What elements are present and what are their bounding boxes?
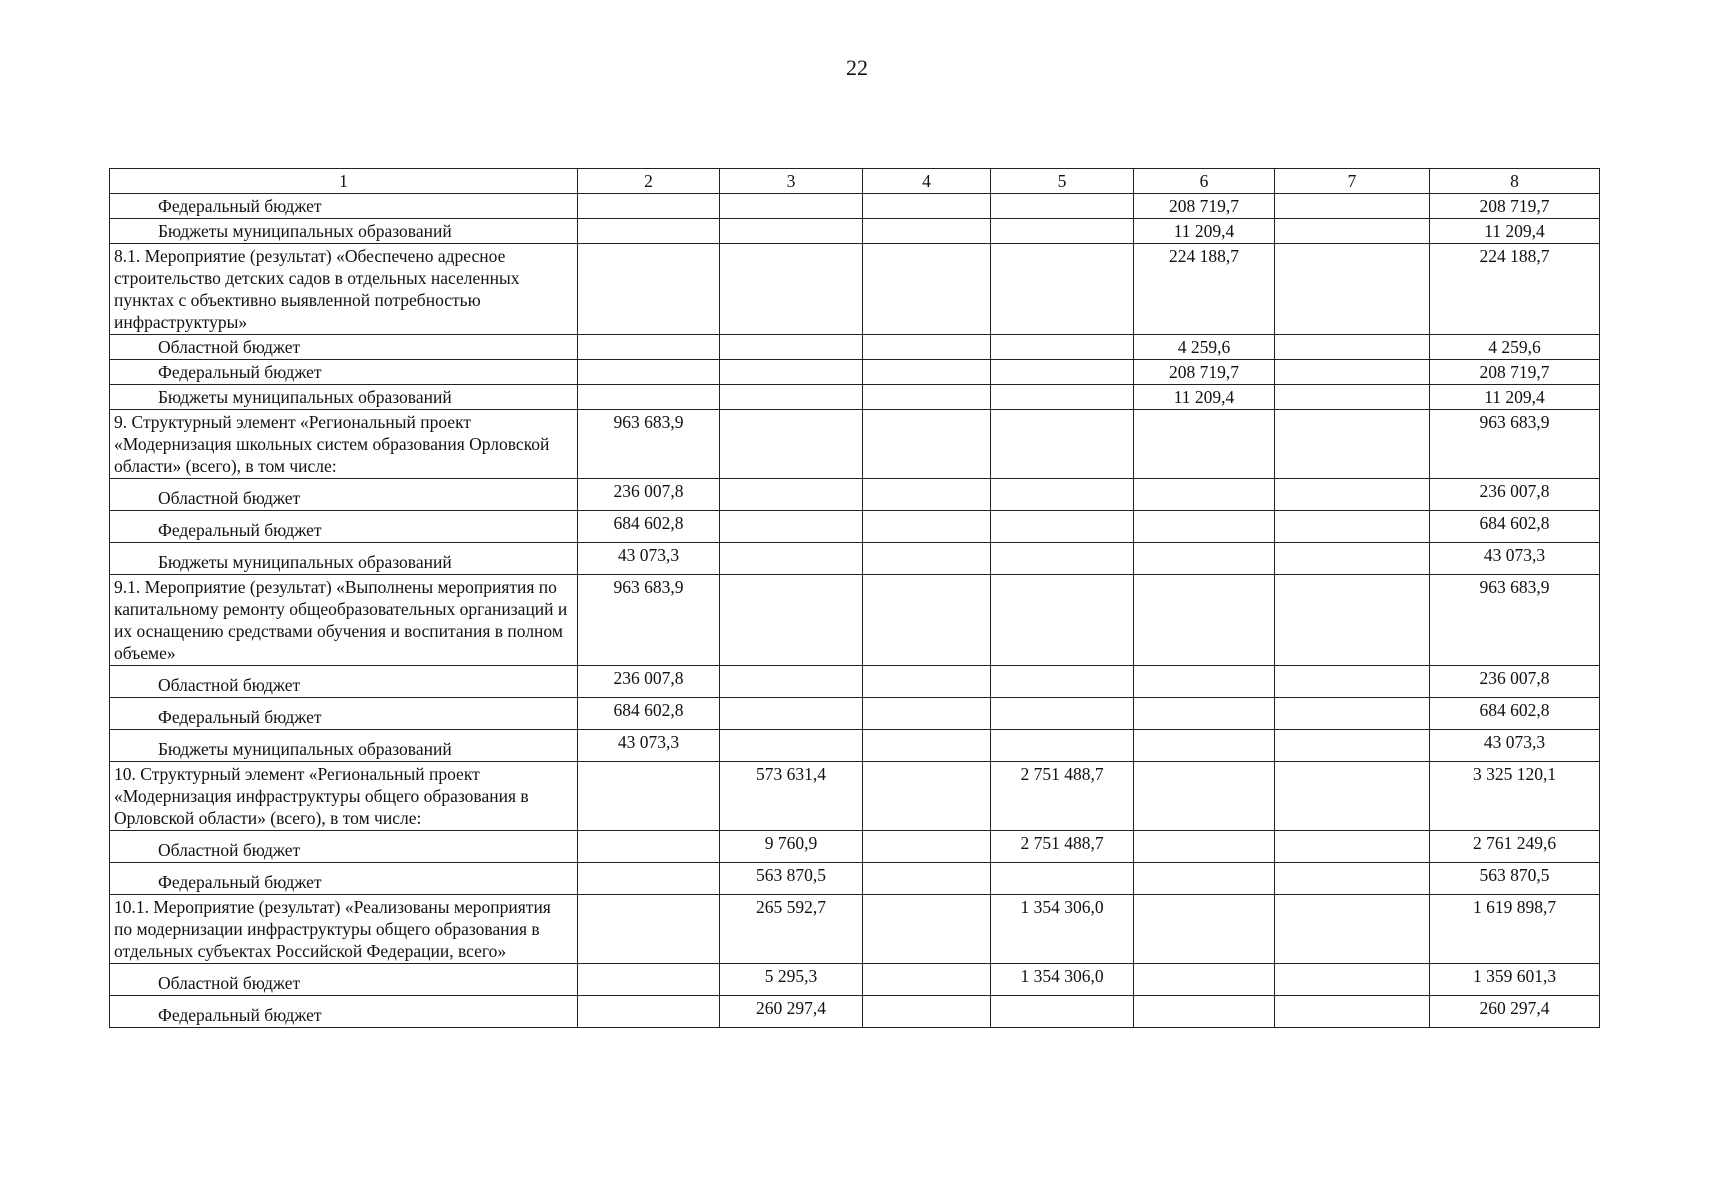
amount-cell-col-7 [1275, 762, 1430, 831]
amount-cell-col-6: 208 719,7 [1134, 360, 1275, 385]
amount-cell-col-2 [578, 964, 720, 996]
amount-cell-col-7 [1275, 730, 1430, 762]
budget-source-label: Областной бюджет [110, 831, 578, 863]
amount-cell-col-4 [863, 360, 991, 385]
amount-cell-col-2 [578, 863, 720, 895]
amount-cell-col-5 [991, 385, 1134, 410]
amount-cell-col-6: 11 209,4 [1134, 219, 1275, 244]
table-row-item [110, 895, 1600, 964]
table-row-budget-source [110, 666, 1600, 698]
budget-source-label: Областной бюджет [110, 335, 578, 360]
amount-cell-col-7 [1275, 335, 1430, 360]
amount-cell-col-5 [991, 511, 1134, 543]
table-row-budget-source [110, 730, 1600, 762]
amount-cell-col-7 [1275, 219, 1430, 244]
amount-cell-col-5 [991, 194, 1134, 219]
amount-cell-col-6: 224 188,7 [1134, 244, 1275, 335]
table-row-budget-source [110, 511, 1600, 543]
amount-cell-col-5: 1 354 306,0 [991, 964, 1134, 996]
amount-cell-col-8: 43 073,3 [1430, 730, 1600, 762]
amount-cell-col-3: 5 295,3 [720, 964, 863, 996]
amount-cell-col-8: 3 325 120,1 [1430, 762, 1600, 831]
amount-cell-col-4 [863, 194, 991, 219]
amount-cell-col-2 [578, 219, 720, 244]
amount-cell-col-2: 236 007,8 [578, 479, 720, 511]
amount-cell-col-5 [991, 730, 1134, 762]
table-row-budget-source [110, 360, 1600, 385]
amount-cell-col-6 [1134, 762, 1275, 831]
column-number-4: 4 [863, 169, 991, 194]
table-row-item [110, 762, 1600, 831]
item-description: 10.1. Мероприятие (результат) «Реализованы мероприятия по модернизации инфраструктуры общего образования в отдельных субъектах Российской Федерации, всего» [110, 895, 578, 964]
amount-cell-col-5 [991, 360, 1134, 385]
column-number-row [110, 169, 1600, 194]
amount-cell-col-3 [720, 698, 863, 730]
budget-source-label: Федеральный бюджет [110, 996, 578, 1028]
amount-cell-col-2: 963 683,9 [578, 575, 720, 666]
amount-cell-col-7 [1275, 543, 1430, 575]
amount-cell-col-6 [1134, 698, 1275, 730]
item-description: 9.1. Мероприятие (результат) «Выполнены мероприятия по капитальному ремонту общеобразовательных организаций и их оснащению средствами обучения и воспитания в полном объеме» [110, 575, 578, 666]
amount-cell-col-4 [863, 762, 991, 831]
amount-cell-col-6: 4 259,6 [1134, 335, 1275, 360]
budget-source-label: Федеральный бюджет [110, 511, 578, 543]
budget-table [109, 168, 1600, 1028]
amount-cell-col-7 [1275, 244, 1430, 335]
amount-cell-col-3 [720, 575, 863, 666]
amount-cell-col-4 [863, 863, 991, 895]
amount-cell-col-7 [1275, 964, 1430, 996]
amount-cell-col-6 [1134, 511, 1275, 543]
amount-cell-col-3 [720, 194, 863, 219]
amount-cell-col-6 [1134, 410, 1275, 479]
amount-cell-col-6 [1134, 863, 1275, 895]
table-row-budget-source [110, 831, 1600, 863]
budget-source-label: Областной бюджет [110, 964, 578, 996]
amount-cell-col-5 [991, 575, 1134, 666]
item-description: 9. Структурный элемент «Региональный проект «Модернизация школьных систем образования Орловской области» (всего), в том числе: [110, 410, 578, 479]
amount-cell-col-4 [863, 244, 991, 335]
amount-cell-col-5 [991, 863, 1134, 895]
amount-cell-col-4 [863, 698, 991, 730]
amount-cell-col-8: 224 188,7 [1430, 244, 1600, 335]
amount-cell-col-7 [1275, 996, 1430, 1028]
amount-cell-col-2 [578, 762, 720, 831]
amount-cell-col-6: 11 209,4 [1134, 385, 1275, 410]
amount-cell-col-6 [1134, 895, 1275, 964]
amount-cell-col-3 [720, 666, 863, 698]
amount-cell-col-8: 1 359 601,3 [1430, 964, 1600, 996]
amount-cell-col-7 [1275, 575, 1430, 666]
budget-source-label: Бюджеты муниципальных образований [110, 730, 578, 762]
amount-cell-col-3 [720, 543, 863, 575]
amount-cell-col-4 [863, 964, 991, 996]
amount-cell-col-4 [863, 996, 991, 1028]
amount-cell-col-8: 208 719,7 [1430, 194, 1600, 219]
amount-cell-col-4 [863, 335, 991, 360]
amount-cell-col-2: 684 602,8 [578, 698, 720, 730]
column-number-3: 3 [720, 169, 863, 194]
amount-cell-col-4 [863, 543, 991, 575]
amount-cell-col-8: 208 719,7 [1430, 360, 1600, 385]
amount-cell-col-3: 265 592,7 [720, 895, 863, 964]
amount-cell-col-2 [578, 831, 720, 863]
amount-cell-col-5 [991, 335, 1134, 360]
amount-cell-col-7 [1275, 360, 1430, 385]
amount-cell-col-7 [1275, 831, 1430, 863]
amount-cell-col-4 [863, 410, 991, 479]
amount-cell-col-3: 9 760,9 [720, 831, 863, 863]
item-description: 10. Структурный элемент «Региональный проект «Модернизация инфраструктуры общего образования в Орловской области» (всего), в том числе: [110, 762, 578, 831]
amount-cell-col-5 [991, 698, 1134, 730]
amount-cell-col-7 [1275, 385, 1430, 410]
amount-cell-col-6 [1134, 666, 1275, 698]
amount-cell-col-2: 43 073,3 [578, 730, 720, 762]
amount-cell-col-8: 684 602,8 [1430, 511, 1600, 543]
amount-cell-col-3: 573 631,4 [720, 762, 863, 831]
amount-cell-col-2 [578, 895, 720, 964]
table-row-budget-source [110, 479, 1600, 511]
budget-source-label: Бюджеты муниципальных образований [110, 543, 578, 575]
amount-cell-col-8: 11 209,4 [1430, 219, 1600, 244]
amount-cell-col-2 [578, 335, 720, 360]
column-number-2: 2 [578, 169, 720, 194]
amount-cell-col-8: 563 870,5 [1430, 863, 1600, 895]
amount-cell-col-5: 2 751 488,7 [991, 762, 1134, 831]
amount-cell-col-6 [1134, 964, 1275, 996]
amount-cell-col-5: 1 354 306,0 [991, 895, 1134, 964]
amount-cell-col-8: 684 602,8 [1430, 698, 1600, 730]
amount-cell-col-6 [1134, 996, 1275, 1028]
amount-cell-col-3 [720, 410, 863, 479]
amount-cell-col-8: 4 259,6 [1430, 335, 1600, 360]
amount-cell-col-6 [1134, 479, 1275, 511]
amount-cell-col-5: 2 751 488,7 [991, 831, 1134, 863]
amount-cell-col-3 [720, 335, 863, 360]
amount-cell-col-6: 208 719,7 [1134, 194, 1275, 219]
amount-cell-col-7 [1275, 863, 1430, 895]
amount-cell-col-6 [1134, 831, 1275, 863]
amount-cell-col-7 [1275, 666, 1430, 698]
amount-cell-col-5 [991, 410, 1134, 479]
amount-cell-col-6 [1134, 543, 1275, 575]
amount-cell-col-3 [720, 244, 863, 335]
amount-cell-col-4 [863, 575, 991, 666]
amount-cell-col-2: 236 007,8 [578, 666, 720, 698]
amount-cell-col-7 [1275, 698, 1430, 730]
budget-source-label: Федеральный бюджет [110, 863, 578, 895]
amount-cell-col-8: 2 761 249,6 [1430, 831, 1600, 863]
budget-source-label: Федеральный бюджет [110, 360, 578, 385]
budget-source-label: Областной бюджет [110, 666, 578, 698]
column-number-8: 8 [1430, 169, 1600, 194]
amount-cell-col-4 [863, 666, 991, 698]
table-row-budget-source [110, 698, 1600, 730]
table-row-budget-source [110, 996, 1600, 1028]
budget-source-label: Федеральный бюджет [110, 698, 578, 730]
amount-cell-col-8: 1 619 898,7 [1430, 895, 1600, 964]
amount-cell-col-2 [578, 385, 720, 410]
amount-cell-col-3 [720, 479, 863, 511]
page-number: 22 [846, 55, 868, 80]
amount-cell-col-7 [1275, 895, 1430, 964]
amount-cell-col-8: 236 007,8 [1430, 479, 1600, 511]
amount-cell-col-7 [1275, 194, 1430, 219]
table-row-budget-source [110, 863, 1600, 895]
amount-cell-col-5 [991, 244, 1134, 335]
table-row-item [110, 575, 1600, 666]
amount-cell-col-4 [863, 831, 991, 863]
table-body [110, 169, 1600, 1028]
budget-source-label: Федеральный бюджет [110, 194, 578, 219]
amount-cell-col-8: 43 073,3 [1430, 543, 1600, 575]
amount-cell-col-8: 11 209,4 [1430, 385, 1600, 410]
amount-cell-col-2 [578, 996, 720, 1028]
amount-cell-col-5 [991, 219, 1134, 244]
amount-cell-col-3 [720, 730, 863, 762]
amount-cell-col-6 [1134, 730, 1275, 762]
item-description: 8.1. Мероприятие (результат) «Обеспечено адресное строительство детских садов в отдельных населенных пунктах с объективно выявленной потребностью инфраструктуры» [110, 244, 578, 335]
column-number-1: 1 [110, 169, 578, 194]
amount-cell-col-6 [1134, 575, 1275, 666]
table-row-budget-source [110, 335, 1600, 360]
table-row-budget-source [110, 385, 1600, 410]
amount-cell-col-4 [863, 219, 991, 244]
amount-cell-col-2 [578, 360, 720, 385]
amount-cell-col-4 [863, 511, 991, 543]
amount-cell-col-7 [1275, 410, 1430, 479]
amount-cell-col-5 [991, 996, 1134, 1028]
column-number-7: 7 [1275, 169, 1430, 194]
table-row-budget-source [110, 543, 1600, 575]
amount-cell-col-7 [1275, 479, 1430, 511]
amount-cell-col-5 [991, 479, 1134, 511]
amount-cell-col-3 [720, 219, 863, 244]
column-number-6: 6 [1134, 169, 1275, 194]
table-row-budget-source [110, 194, 1600, 219]
budget-source-label: Бюджеты муниципальных образований [110, 385, 578, 410]
amount-cell-col-2 [578, 194, 720, 219]
amount-cell-col-4 [863, 895, 991, 964]
amount-cell-col-2 [578, 244, 720, 335]
amount-cell-col-2: 963 683,9 [578, 410, 720, 479]
amount-cell-col-3 [720, 511, 863, 543]
amount-cell-col-3 [720, 385, 863, 410]
amount-cell-col-5 [991, 666, 1134, 698]
table-row-item [110, 244, 1600, 335]
amount-cell-col-2: 43 073,3 [578, 543, 720, 575]
amount-cell-col-3 [720, 360, 863, 385]
amount-cell-col-8: 236 007,8 [1430, 666, 1600, 698]
amount-cell-col-8: 963 683,9 [1430, 410, 1600, 479]
amount-cell-col-3: 563 870,5 [720, 863, 863, 895]
table-row-budget-source [110, 964, 1600, 996]
amount-cell-col-5 [991, 543, 1134, 575]
table-row-item [110, 410, 1600, 479]
amount-cell-col-8: 260 297,4 [1430, 996, 1600, 1028]
column-number-5: 5 [991, 169, 1134, 194]
amount-cell-col-4 [863, 385, 991, 410]
budget-source-label: Областной бюджет [110, 479, 578, 511]
amount-cell-col-8: 963 683,9 [1430, 575, 1600, 666]
table-row-budget-source [110, 219, 1600, 244]
amount-cell-col-7 [1275, 511, 1430, 543]
amount-cell-col-2: 684 602,8 [578, 511, 720, 543]
amount-cell-col-4 [863, 479, 991, 511]
amount-cell-col-4 [863, 730, 991, 762]
budget-source-label: Бюджеты муниципальных образований [110, 219, 578, 244]
amount-cell-col-3: 260 297,4 [720, 996, 863, 1028]
